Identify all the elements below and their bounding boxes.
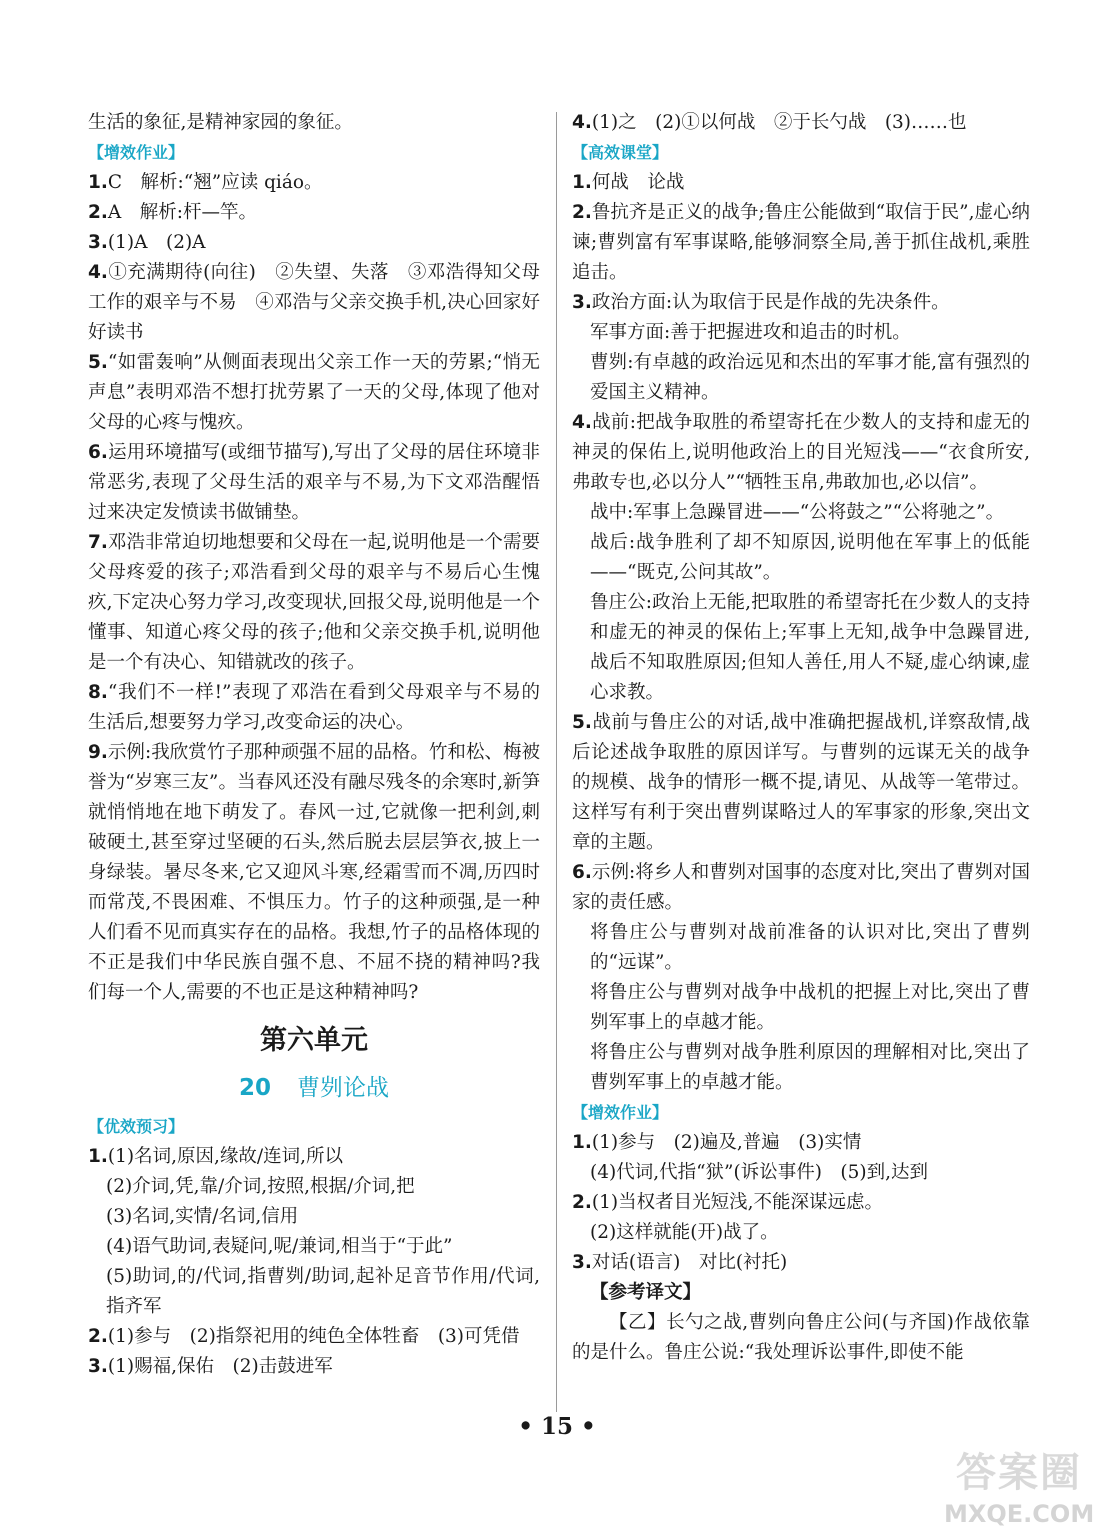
page-number: • 15 • [518,1413,596,1440]
answer-item [572,1248,1030,1278]
answer-text: 对话(语言) 对比(衬托) [591,1252,788,1273]
answer-item [572,1188,1030,1218]
answer-number: 3. [88,232,108,253]
answer-item [572,108,1030,138]
answer-number: 1. [572,1132,592,1153]
answer-text: A 解析:杆—竿。 [107,202,257,223]
answer-text: 示例:将乡人和曹刿对国事的态度对比,突出了曹刿对国家的责任感。 [572,862,1030,913]
answer-text: 鲁抗齐是正义的战争;鲁庄公能做到“取信于民”,虚心纳谏;曹刿富有军事谋略,能够洞察全局,善于抓住战机,乘胜追击。 [572,202,1030,283]
answer-item [88,1142,540,1172]
answer-text: C 解析:“翘”应读 qiáo。 [107,172,323,193]
answer-item [88,438,540,528]
answer-text: 政治方面:认为取信于民是作战的先决条件。 [591,292,950,313]
answer-item [572,408,1030,498]
answer-subline: (4)语气助词,表疑问,呢/兼词,相当于“于此” [106,1236,453,1257]
answer-text: (1)A (2)A [107,232,206,253]
answer-text: (1)赐福,保佑 (2)击鼓进军 [107,1356,333,1377]
answer-item [88,738,540,1008]
answer-number: 6. [88,442,108,463]
answer-number: 3. [572,292,592,313]
answer-number: 6. [572,862,592,883]
answer-subline: 军事方面:善于把握进攻和追击的时机。 [590,322,911,343]
left-column [88,108,540,1382]
answer-number: 2. [572,202,592,223]
answer-number: 2. [88,202,108,223]
answer-item [88,108,540,138]
answer-text: 战前:把战争取胜的希望寄托在少数人的支持和虚无的神灵的保佑上,说明他政治上的目光短浅——“衣食所安,弗敢专也,必以分人”“牺牲玉帛,弗敢加也,必以信”。 [572,412,1030,493]
answer-text: ①充满期待(向往) ②失望、失落 ③邓浩得知父母工作的艰辛与不易 ④邓浩与父亲交换手机,决心回家好好读书 [88,262,540,343]
section-heading: 【增效作业】 [88,143,185,162]
answer-text: “我们不一样!”表现了邓浩在看到父母艰辛与不易的生活后,想要努力学习,改变命运的决心。 [88,682,540,733]
answer-item [88,258,540,348]
answer-item [88,678,540,738]
answer-number: 1. [88,1146,108,1167]
answer-text: (1)参与 (2)遍及,普遍 (3)实情 [591,1132,862,1153]
answer-subline: 将鲁庄公与曹刿对战前准备的认识对比,突出了曹刿的“远谋”。 [590,922,1030,973]
answer-text: (1)参与 (2)指祭祀用的纯色全体牲畜 (3)可凭借 [107,1326,520,1347]
answer-subline: (2)这样就能(开)战了。 [590,1222,779,1243]
answer-text: 示例:我欣赏竹子那种顽强不屈的品格。竹和松、梅被誉为“岁寒三友”。当春风还没有融尽残冬的余寒时,新笋就悄悄地在地下萌发了。春风一过,它就像一把利剑,刺破硬土,甚至穿过坚硬的石头,然后脱去层层笋衣,披上一身绿装。暑尽冬来,它又迎风斗寒,经霜雪而不凋,历四时而常茂,不畏困难、不惧压力。竹子的这种顽强,是一种人们看不见而真实存在的品格。我想,竹子的品格体现的不正是我们中华民族自强不息、不屈不挠的精神吗?我们每一个人,需要的不也正是这种精神吗? [88,742,540,1003]
answer-number: 2. [572,1192,592,1213]
answer-text: 运用环境描写(或细节描写),写出了父母的居住环境非常恶劣,表现了父母生活的艰辛与不易,为下文邓浩醒悟过来决定发愤读书做铺垫。 [88,442,540,523]
section-heading: 【高效课堂】 [572,143,669,162]
answer-number: 5. [572,712,592,733]
answer-number: 8. [88,682,108,703]
answer-item [88,228,540,258]
answer-item [88,168,540,198]
lesson-name: 曹刿论战 [297,1075,389,1101]
answer-text: 邓浩非常迫切地想要和父母在一起,说明他是一个需要父母疼爱的孩子;邓浩看到父母的艰辛与不易后心生愧疚,下定决心努力学习,改变现状,回报父母,说明他是一个懂事、知道心疼父母的孩子;他和父亲交换手机,说明他是一个有决心、知错就改的孩子。 [88,532,540,673]
answer-number: 5. [88,352,108,373]
watermark-site: MXQE.COM [944,1500,1095,1528]
answer-text: 战前与鲁庄公的对话,战中准确把握战机,详察敌情,战后论述战争取胜的原因详写。与曹刿的远谋无关的战争的规模、战争的情形一概不提,请见、从战等一笔带过。这样写有利于突出曹刿谋略过人的军事家的形象,突出文章的主题。 [572,712,1030,853]
answer-number: 7. [88,532,108,553]
right-column [572,108,1030,1368]
answer-text: (1)当权者目光短浅,不能深谋远虑。 [591,1192,883,1213]
answer-item [88,1352,540,1382]
answer-text: (1)名词,原因,缘故/连词,所以 [107,1146,343,1167]
answer-subline: 战中:军事上急躁冒进——“公将鼓之”“公将驰之”。 [590,502,1005,523]
answer-item [572,168,1030,198]
answer-number: 4. [88,262,108,283]
answer-number: 1. [572,172,592,193]
answer-item [572,1128,1030,1158]
answer-item [572,708,1030,858]
watermark [944,1444,1094,1528]
answer-subline: 鲁庄公:政治上无能,把取胜的希望寄托在少数人的支持和虚无的神灵的保佑上;军事上无知,战争中急躁冒进,战后不知取胜原因;但知人善任,用人不疑,虚心纳谏,虚心求教。 [590,592,1030,703]
answer-item [572,858,1030,918]
answer-text: 生活的象征,是精神家园的象征。 [88,112,353,133]
answer-subline: (4)代词,代指“狱”(诉讼事件) (5)到,达到 [590,1162,929,1183]
answer-subline: 曹刿:有卓越的政治远见和杰出的军事才能,富有强烈的爱国主义精神。 [590,352,1030,403]
answer-item [88,528,540,678]
answer-text: 何战 论战 [591,172,685,193]
answer-item [572,198,1030,288]
answer-item [88,1322,540,1352]
answer-subline: 战后:战争胜利了却不知原因,说明他在军事上的低能——“既克,公问其故”。 [590,532,1030,583]
answer-subline: 将鲁庄公与曹刿对战争胜利原因的理解相对比,突出了曹刿军事上的卓越才能。 [590,1042,1030,1093]
answer-number: 3. [572,1252,592,1273]
answer-text: (1)之 (2)①以何战 ②于长勺战 (3)……也 [591,112,967,133]
watermark-logo: 答案圈 [956,1450,1082,1496]
lesson-number: 20 [238,1075,271,1101]
answer-number: 3. [88,1356,108,1377]
answer-subline: (3)名词,实情/名词,信用 [106,1206,299,1227]
section-heading: 【增效作业】 [572,1103,669,1122]
column-divider [556,112,557,1412]
answer-number: 4. [572,112,592,133]
translation-text: 【乙】长勺之战,曹刿向鲁庄公问(与齐国)作战依靠的是什么。鲁庄公说:“我处理诉讼事件,即使不能 [572,1312,1030,1363]
answer-number: 2. [88,1326,108,1347]
answer-subline: (5)助词,的/代词,指曹刿/助词,起补足音节作用/代词,指齐军 [106,1266,540,1317]
page-number-value: 15 [540,1413,573,1440]
answer-number: 1. [88,172,108,193]
answer-text: “如雷轰响”从侧面表现出父亲工作一天的劳累;“悄无声息”表明邓浩不想打扰劳累了一天的父母,体现了他对父母的心疼与愧疚。 [88,352,540,433]
reference-heading: 【参考译文】 [590,1282,702,1303]
answer-subline: (2)介词,凭,靠/介词,按照,根据/介词,把 [106,1176,415,1197]
answer-item [88,348,540,438]
answer-item [572,288,1030,318]
lesson-title [88,1066,540,1110]
answer-number: 4. [572,412,592,433]
unit-title: 第六单元 [260,1025,368,1056]
answer-item [88,198,540,228]
answer-number: 9. [88,742,108,763]
section-heading: 【优效预习】 [88,1117,185,1136]
answer-subline: 将鲁庄公与曹刿对战争中战机的把握上对比,突出了曹刿军事上的卓越才能。 [590,982,1030,1033]
